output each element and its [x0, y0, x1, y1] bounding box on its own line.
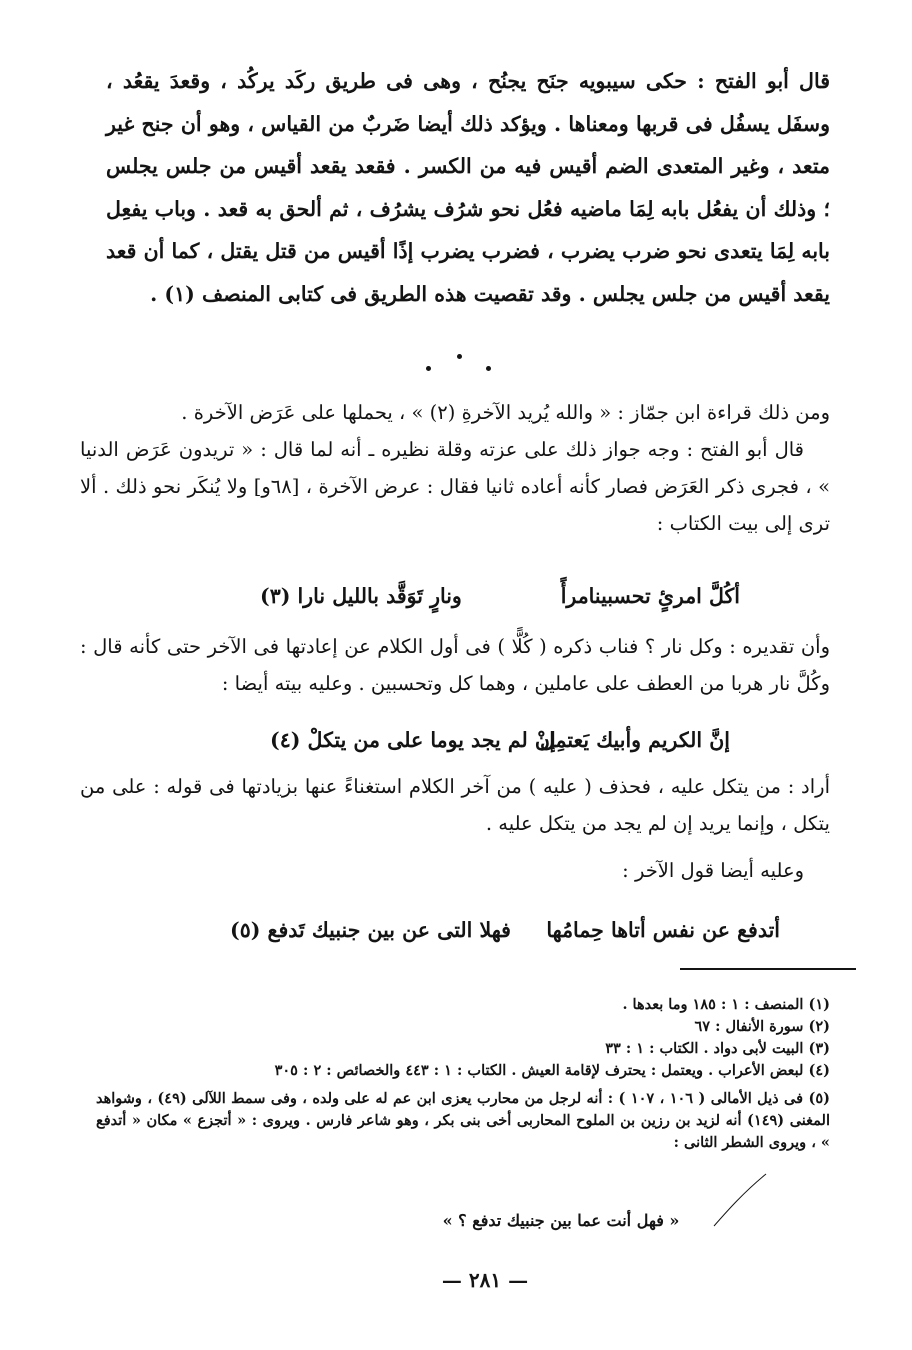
- footnotes: [96, 994, 830, 1154]
- paragraph-alayhi: وعليه أيضا قول الآخر :: [622, 859, 804, 882]
- main-paragraph-block: [106, 60, 830, 315]
- verse-2-first-hemistich: إنَّ الكريم وأبيك يَعتمِل: [539, 728, 730, 752]
- paragraph-alayhi-block: [80, 852, 830, 889]
- verse-3: [100, 912, 780, 948]
- separator-dot: [486, 366, 491, 371]
- footnote-1: (١) المنصف : ١ : ١٨٥ وما بعدها .: [622, 996, 830, 1013]
- verse-3-second-hemistich: فهلا التى عن بين جنبيك تَدفع (٥): [230, 918, 511, 942]
- section-ibn-jammaz: [80, 394, 830, 542]
- paragraph-taqdir: وأن تقديره : وكل نار ؟ فناب ذكره ( كُلًّا ) فى أول الكلام عن إعادتها فى الآخر حتى كأنه قال : وكُلَّ نار هربا من العطف على عاملين ، وهما كل وتحسبين . وعليه بيته أيضا :: [80, 635, 830, 695]
- paragraph-arad-block: [80, 768, 830, 842]
- paragraph-abu-alfath-1: قال أبو الفتح : حكى سيبويه جنَح يجنُح ، وهى فى طريق ركَد يركُد ، وقعدَ يقعُد ، وسفَل يسفُل فى قربها ومعناها . ويؤكد ذلك أيضا ضَربٌ من القياس ، وهو أن جنح غير متعد ، وغير المتعدى الضم أقيس فيه من الكسر . فقعد يقعد أقيس من جلس يجلس ؛ وذلك أن يفعُل بابه لِمَا ماضيه فعُل نحو شرُف يشرُف ، ثم ألحق به قعد . وباب يفعِل بابه لِمَا يتعدى نحو ضرب يضرب ، فضرب يضرب إذًا أقيس من قتل يقتل ، كما أن قعد يقعد أقيس من جلس يجلس . وقد تقصيت هذه الطريق فى كتابى المنصف (١) .: [106, 69, 830, 306]
- paragraph-abu-alfath-2: قال أبو الفتح : وجه جواز ذلك على عزته وقلة نظيره ـ أنه لما قال : « تريدون عَرَض الدنيا » ، فجرى ذكر العَرَض فصار كأنه أعاده ثانيا فقال : عرض الآخرة ، [٦٨و] ولا يُنكَر نحو ذلك . ألا ترى إلى بيت الكتاب :: [80, 438, 830, 535]
- footnote-4: (٤) لبعض الأعراب . ويعتمل : يحترف لإقامة العيش . الكتاب : ١ : ٤٤٣ والخصائص : ٢ : ٣٠٥: [274, 1062, 830, 1079]
- section-separator-dots: [420, 348, 500, 378]
- verse-1-second-hemistich: ونارٍ تَوَقَّد بالليل نارا (٣): [260, 584, 462, 608]
- separator-dot: [426, 366, 431, 371]
- verse-1-first-hemistich: أكُلَّ امرئٍ تحسبينامرأً: [560, 584, 740, 608]
- footnote-3: (٣) البيت لأبى دواد . الكتاب : ١ : ٣٣: [605, 1040, 830, 1057]
- footnote-separator-rule: [680, 968, 856, 970]
- verse-2-second-hemistich: إنْ لم يجد يوما على من يتكلْ (٤): [270, 728, 556, 752]
- paragraph-qiraa: ومن ذلك قراءة ابن جمّاز : « والله يُريد الآخرةِ (٢) » ، يحملها على عَرَض الآخرة .: [181, 401, 830, 424]
- verse-2: [100, 722, 730, 758]
- separator-dot: [457, 354, 462, 359]
- verse-3-first-hemistich: أتدفع عن نفس أتاها حِمامُها: [546, 918, 780, 942]
- paragraph-taqdir-block: [80, 628, 830, 702]
- verse-1: [100, 578, 740, 614]
- footnote-verse: « فهل أنت عما بين جنبيك تدفع ؟ »: [442, 1211, 680, 1230]
- footnote-2: (٢) سورة الأنفال : ٦٧: [694, 1018, 830, 1035]
- footnote-5: (٥) فى ذيل الأمالى ( ١٠٦ ، ١٠٧ ) : أنه لرجل من محارب يعزى ابن عم له على ولده ، وفى سمط اللآلى (٤٩) ، وشواهد المغنى (١٤٩) أنه لزيد بن رزين بن الملوح المحاربى أخى بنى بكر ، وهو شاعر فارس . ويروى : « أتجزع » مكان « أتدفع » ، ويروى الشطر الثانى :: [96, 1090, 830, 1151]
- paragraph-arad: أراد : من يتكل عليه ، فحذف ( عليه ) من آخر الكلام استغناءً عنها بزيادتها فى قوله : على من يتكل ، وإنما يريد إن لم يجد من يتكل عليه .: [80, 775, 830, 835]
- page-number: — ٢٨١ —: [441, 1268, 529, 1292]
